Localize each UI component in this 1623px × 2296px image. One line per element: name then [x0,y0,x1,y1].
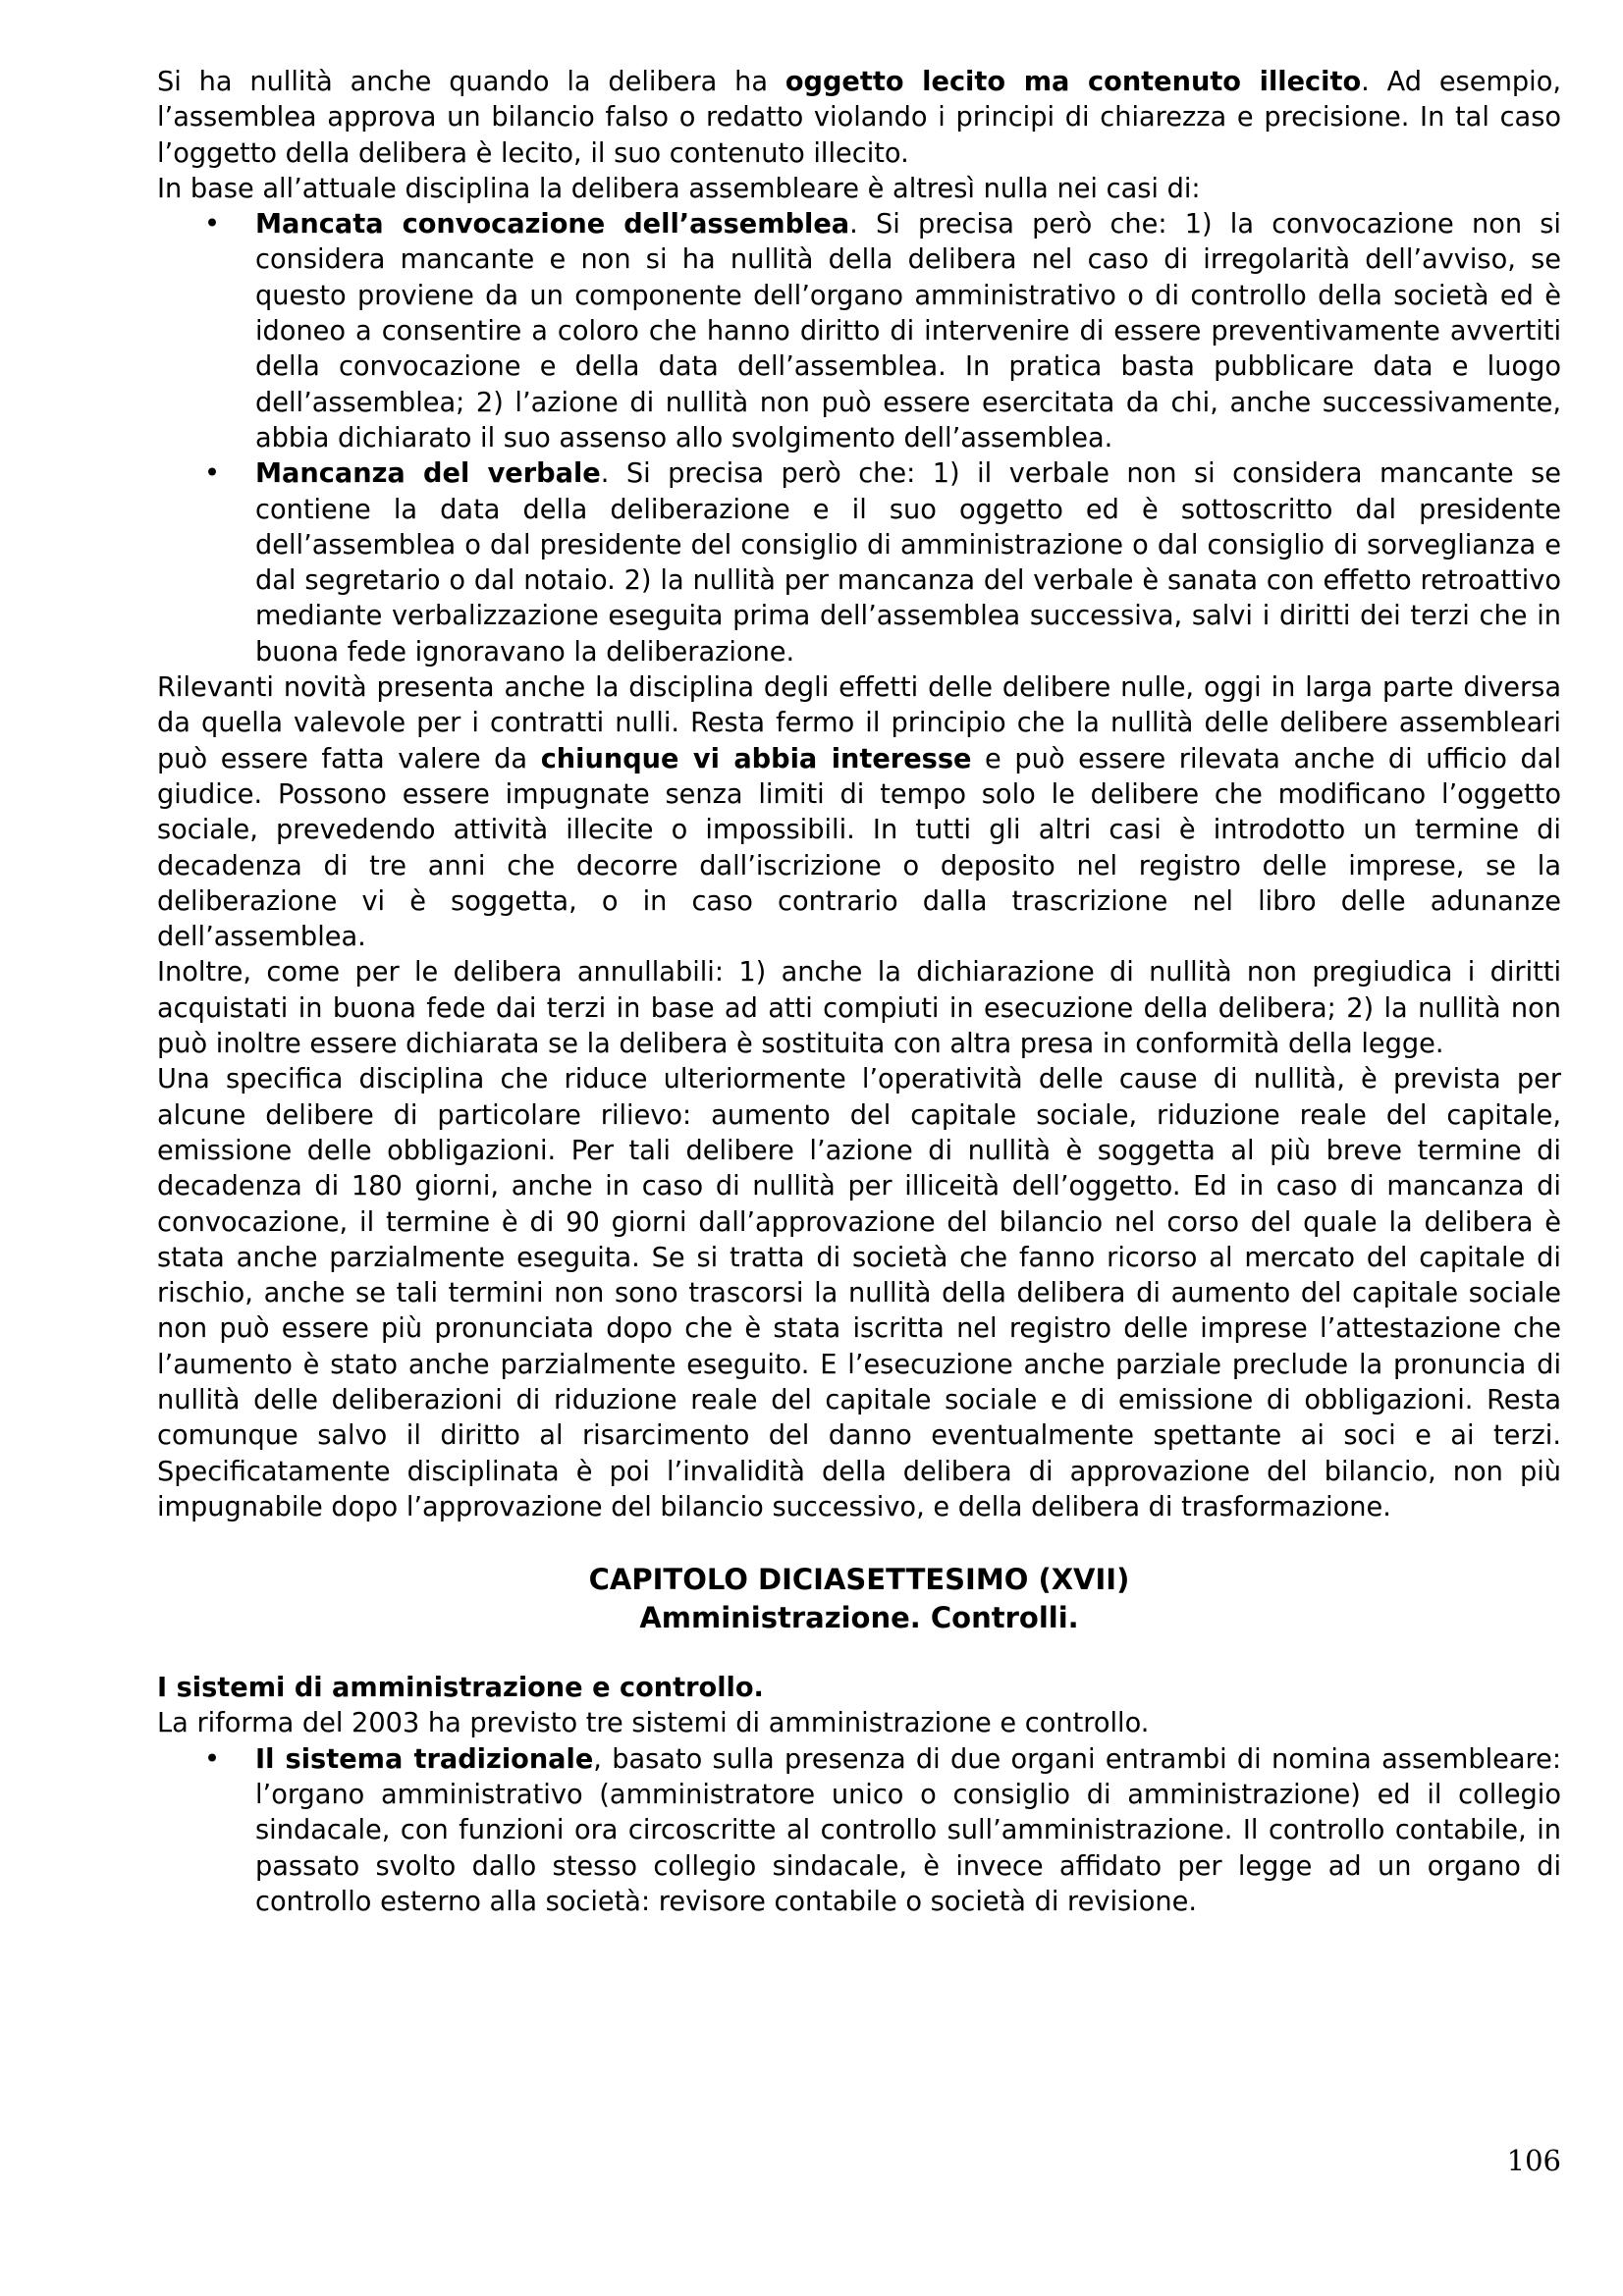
bullet-icon: • [203,1743,221,1775]
paragraph-effetti-nullita: Rilevanti novità presenta anche la disciplina degli effetti delle delibere nulle, oggi in larga parte diversa da quella valevole per i contratti nulli. Resta fermo il principio che la nullità delle delibere assembleari può essere fatta valere da chiunque vi abbia interesse e può essere rilevata anche di ufficio dal giudice. Possono essere impugnate senza limiti di tempo solo le delibere che modificano l’oggetto sociale, prevedendo attività illecite o impossibili. In tutti gli altri casi è introdotto un termine di decadenza di tre anni che decorre dall’iscrizione o deposito nel registro delle imprese, se la deliberazione vi è soggetta, o in caso contrario dalla trascrizione nel libro delle adunanze dell’assemblea. [157,672,1562,953]
bullet-list-sistemi [157,1742,1561,1920]
paragraph-nullita-contenuto: Si ha nullità anche quando la delibera ha oggetto lecito ma contenuto illecito. Ad esempio, l’assemblea approva un bilancio falso o redatto violando i principi di chiarezza e precisione. In tal caso l’oggetto della delibera è lecito, il suo contenuto illecito. [157,67,1562,169]
bullet-list-nullita [157,207,1561,670]
paragraph-casi-nullita: In base all’attuale disciplina la delibera assembleare è altresì nulla nei casi di: [157,173,1201,204]
list-item: • Mancata convocazione dell’assemblea. Si precisa però che: 1) la convocazione non si considera mancante e non si ha nullità della delibera nel caso di irregolarità dell’avviso, se questo proviene da un componente dell’organo amministrativo o di controllo della società ed è idoneo a consentire a coloro che hanno diritto di intervenire di essere preventivamente avvertiti della convocazione e della data dell’assemblea. In pratica basta pubblicare data e luogo dell’assemblea; 2) l’azione di nullità non può essere esercitata da chi, anche successivamente, abbia dichiarato il suo assenso allo svolgimento dell’assemblea. [203,209,1561,454]
paragraph-disciplina-specifica: Una specifica disciplina che riduce ulteriormente l’operatività delle cause di nullità, è prevista per alcune delibere di particolare rilievo: aumento del capitale sociale, riduzione reale del capitale, emissione delle obbligazioni. Per tali delibere l’azione di nullità è soggetta al più breve termine di decadenza di 180 giorni, anche in caso di nullità per illiceità dell’oggetto. Ed in caso di mancanza di convocazione, il termine è di 90 giorni dall’approvazione del bilancio nel corso del quale la delibera è stata anche parzialmente eseguita. Se si tratta di società che fanno ricorso al mercato del capitale di rischio, anche se tali termini non sono trascorsi la nullità della delibera di aumento del capitale sociale non può essere più pronunciata dopo che è stata iscritta nel registro delle imprese l’attestazione che l’aumento è stato anche parzialmente eseguito. E l’esecuzione anche parziale preclude la pronuncia di nullità delle deliberazioni di riduzione reale del capitale sociale e di emissione di obbligazioni. Resta comunque salvo il diritto al risarcimento del danno eventualmente spettante ai soci e ai terzi. Specificatamente disciplinata è poi l’invalidità della delibera di approvazione del bilancio, non più impugnabile dopo l’approvazione del bilancio successivo, e della delibera di trasformazione. [157,1064,1561,1522]
chapter-subtitle: Amministrazione. Controlli. [639,1601,1079,1635]
bold-term: oggetto lecito ma contenuto illecito [784,67,1362,97]
paragraph-annullabili: Inoltre, come per le delibera annullabili: 1) anche la dichiarazione di nullità non pregiudica i diritti acquistati in buona fede dai terzi in base ad atti compiuti in esecuzione della delibera; 2) la nullità non può inoltre essere dichiarata se la delibera è sostituita con altra presa in conformità della legge. [157,957,1561,1060]
chapter-title: CAPITOLO DICIASETTESIMO (XVII) [588,1563,1130,1597]
paragraph-riforma: La riforma del 2003 ha previsto tre sistemi di amministrazione e controllo. [157,1708,1150,1739]
section-heading: I sistemi di amministrazione e controllo. [157,1673,764,1704]
bullet-icon: • [203,209,221,240]
document-body [157,65,1561,1920]
bold-term: Il sistema tradizionale [255,1743,594,1775]
bold-term: chiunque vi abbia interesse [540,743,972,774]
bold-term: Mancanza del verbale [255,458,601,490]
page-number: 106 [1506,2144,1561,2177]
list-item: • Mancanza del verbale. Si precisa però che: 1) il verbale non si considera mancante se contiene la data della deliberazione e il suo oggetto ed è sottoscritto dal presidente dell’assemblea o dal presidente del consiglio di amministrazione o dal consiglio di sorveglianza e dal segretario o dal notaio. 2) la nullità per mancanza del verbale è sanata con effetto retroattivo mediante verbalizzazione eseguita prima dell’assemblea successiva, salvi i diritti dei terzi che in buona fede ignoravano la deliberazione. [203,458,1561,667]
bullet-icon: • [203,458,221,490]
list-item: • Il sistema tradizionale, basato sulla presenza di due organi entrambi di nomina assembleare: l’organo amministrativo (amministratore unico o consiglio di amministrazione) ed il collegio sindacale, con funzioni ora circoscritte al controllo sull’amministrazione. Il controllo contabile, in passato svolto dallo stesso collegio sindacale, è invece affidato per legge ad un organo di controllo esterno alla società: revisore contabile o società di revisione. [203,1743,1561,1917]
bold-term: Mancata convocazione dell’assemblea [255,209,850,240]
chapter-heading [157,1561,1561,1637]
